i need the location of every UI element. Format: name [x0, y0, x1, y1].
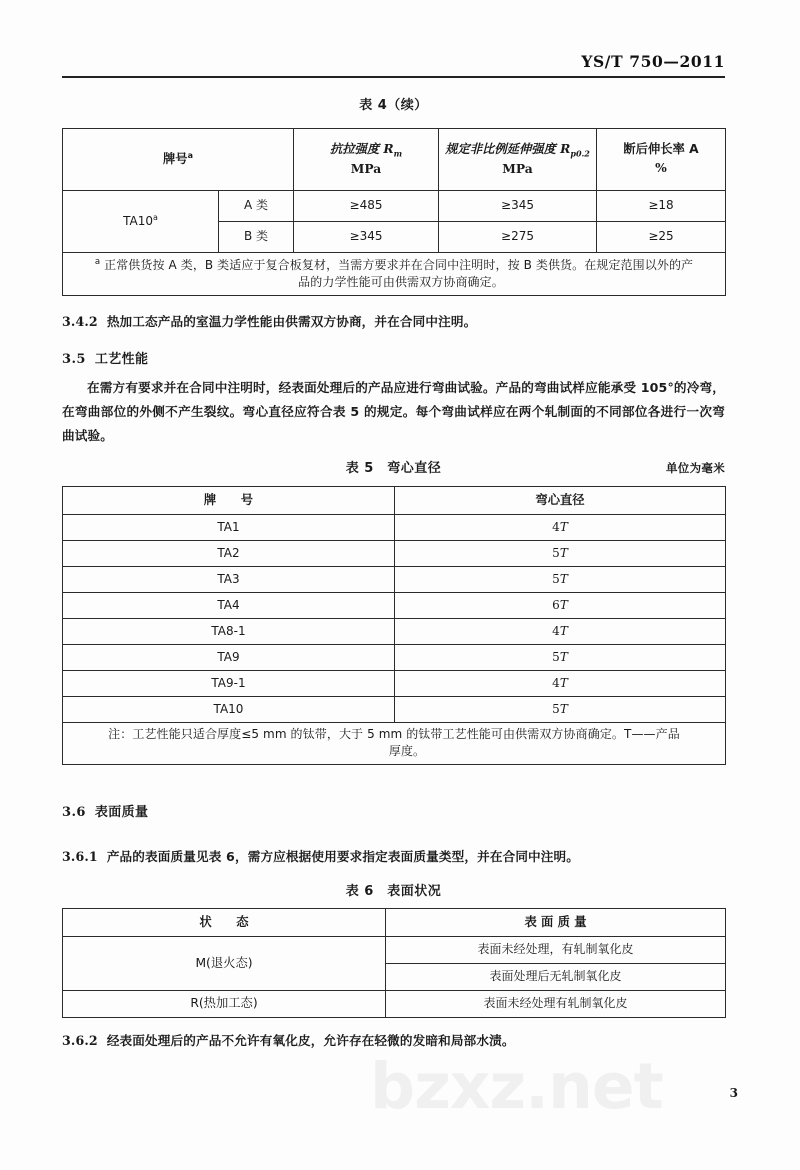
table5-note: 注：工艺性能只适合厚度≤5 mm 的钛带，大于 5 mm 的钛带工艺性能可由供需双方协商确定。T——产品 厚度。	[63, 723, 726, 765]
table4-wrapper	[62, 128, 725, 296]
table-row	[63, 541, 726, 567]
table6-caption: 表 6 表面状况	[345, 884, 442, 899]
table4	[62, 128, 726, 296]
table6-header-row	[63, 909, 726, 937]
table5	[62, 486, 726, 765]
table6-cell-state: M(退火态)	[63, 937, 386, 991]
table5-cell-diameter: 4T	[395, 515, 726, 541]
table4-footnote: $^a$ 正常供货按 A 类，B 类适应于复合板复材，当需方要求并在合同中注明时，按 B 类供货。在规定范围以外的产 品的力学性能可由供需双方协商确定。	[63, 253, 726, 296]
standard-number: YS/T 750—2011	[581, 52, 725, 71]
clause-3-6-heading: 3.6 表面质量	[62, 805, 149, 820]
table4-cell-proof: ≥275	[439, 222, 597, 253]
table5-cell-diameter: 5T	[395, 541, 726, 567]
page-header	[62, 52, 725, 78]
table6-cell-state: R(热加工态)	[63, 991, 386, 1018]
table-row	[63, 645, 726, 671]
table5-cell-grade: TA4	[63, 593, 395, 619]
table-row	[63, 937, 726, 964]
table5-header-diameter: 弯心直径	[395, 487, 726, 515]
table-row	[63, 697, 726, 723]
table5-caption: 表 5 弯心直径	[345, 461, 442, 476]
table6-header-state: 状 态	[63, 909, 386, 937]
table6-cell-quality: 表面未经处理有轧制氧化皮	[386, 991, 726, 1018]
table5-cell-diameter: 5T	[395, 697, 726, 723]
table-row	[63, 515, 726, 541]
table5-cell-grade: TA2	[63, 541, 395, 567]
table-row	[63, 191, 726, 222]
table5-cell-grade: TA8-1	[63, 619, 395, 645]
table5-cell-grade: TA1	[63, 515, 395, 541]
table5-cell-diameter: 6T	[395, 593, 726, 619]
table4-footnote-row	[63, 253, 726, 296]
table-row	[63, 671, 726, 697]
table4-caption: 表 4（续）	[359, 98, 428, 113]
table4-cell-class: B 类	[219, 222, 294, 253]
table5-cell-diameter: 5T	[395, 645, 726, 671]
table5-cell-grade: TA3	[63, 567, 395, 593]
table4-header-proof: 规定非比例延伸强度 $R_{p0.2}$ MPa	[439, 129, 597, 191]
table4-cell-grade: TA10$^a$	[63, 191, 219, 253]
table4-cell-tensile: ≥485	[294, 191, 439, 222]
table5-unit-note: 单位为毫米	[666, 461, 725, 475]
table4-cell-class: A 类	[219, 191, 294, 222]
table5-cell-grade: TA9	[63, 645, 395, 671]
table4-cell-elongation: ≥25	[597, 222, 726, 253]
table5-header-grade: 牌 号	[63, 487, 395, 515]
table5-header-row	[63, 487, 726, 515]
clause-3-5-body: 在需方有要求并在合同中注明时，经表面处理后的产品应进行弯曲试验。产品的弯曲试样应能承受 105°的冷弯，在弯曲部位的外侧不产生裂纹。弯心直径应符合表 5 的规定。每个弯曲试样应在两个轧制面的不同部位各进行一次弯曲试验。	[62, 380, 725, 444]
watermark: bzxz.net	[370, 1050, 663, 1123]
table4-header-grade: 牌号$^a$	[63, 129, 294, 191]
clause-3-6-2: 3.6.2 经表面处理后的产品不允许有氧化皮，允许存在轻微的发暗和局部水渍。	[62, 1033, 515, 1048]
table5-cell-grade: TA9-1	[63, 671, 395, 697]
table5-wrapper	[62, 486, 725, 765]
table-row	[63, 619, 726, 645]
table-row	[63, 991, 726, 1018]
table4-header-tensile: 抗拉强度 $R_m$ MPa	[294, 129, 439, 191]
clause-3-6-1: 3.6.1 产品的表面质量见表 6，需方应根据使用要求指定表面质量类型，并在合同中注明。	[62, 849, 580, 864]
clause-3-4-2: 3.4.2 热加工态产品的室温力学性能由供需双方协商，并在合同中注明。	[62, 314, 477, 329]
table5-cell-diameter: 4T	[395, 619, 726, 645]
table6-cell-quality: 表面未经处理，有轧制氧化皮	[386, 937, 726, 964]
table4-cell-elongation: ≥18	[597, 191, 726, 222]
header-rule	[62, 76, 725, 78]
table5-cell-diameter: 5T	[395, 567, 726, 593]
table-row	[63, 593, 726, 619]
table6	[62, 908, 726, 1018]
table4-cell-proof: ≥345	[439, 191, 597, 222]
table6-header-quality: 表 面 质 量	[386, 909, 726, 937]
table5-cell-diameter: 4T	[395, 671, 726, 697]
clause-3-5-heading: 3.5 工艺性能	[62, 352, 149, 367]
table4-cell-tensile: ≥345	[294, 222, 439, 253]
table5-cell-grade: TA10	[63, 697, 395, 723]
table4-header-elongation: 断后伸长率 A %	[597, 129, 726, 191]
table-row	[63, 567, 726, 593]
page-number: 3	[729, 1086, 738, 1100]
table4-header-row	[63, 129, 726, 191]
table5-note-row	[63, 723, 726, 765]
table6-wrapper	[62, 908, 725, 1018]
table6-cell-quality: 表面处理后无轧制氧化皮	[386, 964, 726, 991]
